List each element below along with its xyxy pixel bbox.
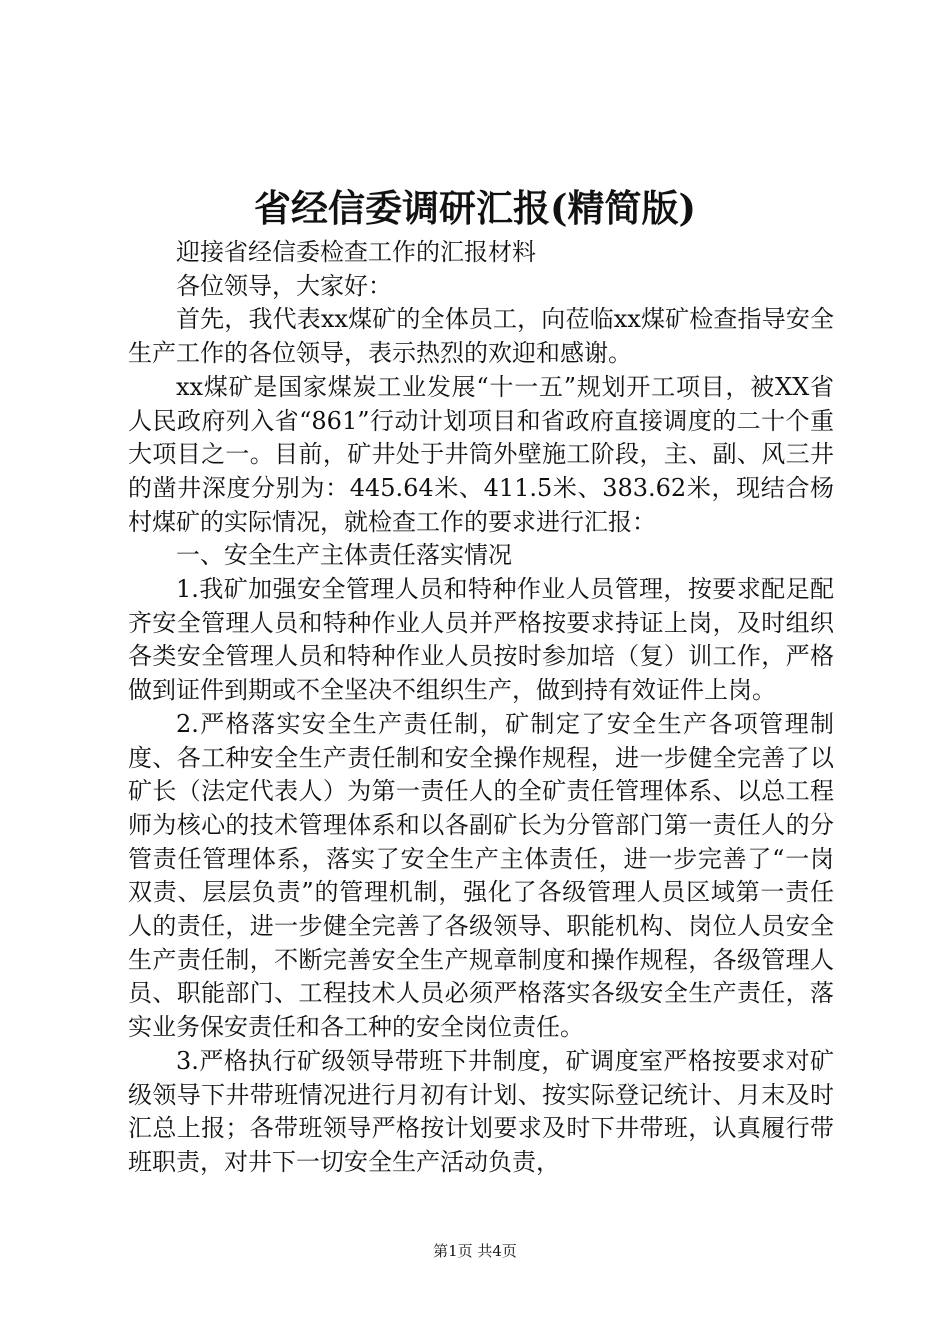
paragraph: 迎接省经信委检查工作的汇报材料	[176, 238, 536, 266]
paragraph: 2.严格落实安全生产责任制，矿制定了安全生产各项管理制度、各工种安全生产责任制和安全操作规程，进一步健全完善了以矿长（法定代表人）为第一责任人的全矿责任管理体系、以总工程师为核心的技术管理体系和以各副矿长为分管部门第一责任人的分管责任管理体系，落实了安全生产主体责任，进一步完善了“一岗双责、层层负责”的管理机制，强化了各级管理人员区域第一责任人的责任，进一步健全完善了各级领导、职能机构、岗位人员安全生产责任制，不断完善安全生产规章制度和操作规程，各级管理人员、职能部门、工程技术人员必须严格落实各级安全生产责任，落实业务保安责任和各工种的安全岗位责任。	[128, 709, 834, 1042]
paragraph: xx煤矿是国家煤炭工业发展“十一五”规划开工项目，被XX省人民政府列入省“861”行动计划项目和省政府直接调度的二十个重大项目之一。目前，矿井处于井筒外壁施工阶段，主、副、风三井的凿井深度分别为：445.64米、411.5米、383.62米，现结合杨村煤矿的实际情况，就检查工作的要求进行汇报：	[128, 372, 834, 536]
document-title: 省经信委调研汇报(精简版)	[253, 186, 696, 230]
paragraph: 3.严格执行矿级领导带班下井制度，矿调度室严格按要求对矿级领导下井带班情况进行月初有计划、按实际登记统计、月末及时汇总上报；各带班领导严格按计划要求及时下井带班，认真履行带班职责，对井下一切安全生产活动负责，	[128, 1046, 834, 1176]
page-footer: 第1页 共4页	[433, 1242, 517, 1260]
document-body	[128, 236, 834, 1180]
paragraph: 各位领导，大家好：	[176, 271, 392, 300]
paragraph: 首先，我代表xx煤矿的全体员工，向莅临xx煤矿检查指导安全生产工作的各位领导，表示热烈的欢迎和感谢。	[128, 305, 834, 368]
section-heading: 一、安全生产主体责任落实情况	[176, 541, 512, 570]
paragraph: 1.我矿加强安全管理人员和特种作业人员管理，按要求配足配齐安全管理人员和特种作业人员并严格按要求持证上岗，及时组织各类安全管理人员和特种作业人员按时参加培（复）训工作，严格做到证件到期或不全坚决不组织生产，做到持有效证件上岗。	[128, 575, 834, 705]
